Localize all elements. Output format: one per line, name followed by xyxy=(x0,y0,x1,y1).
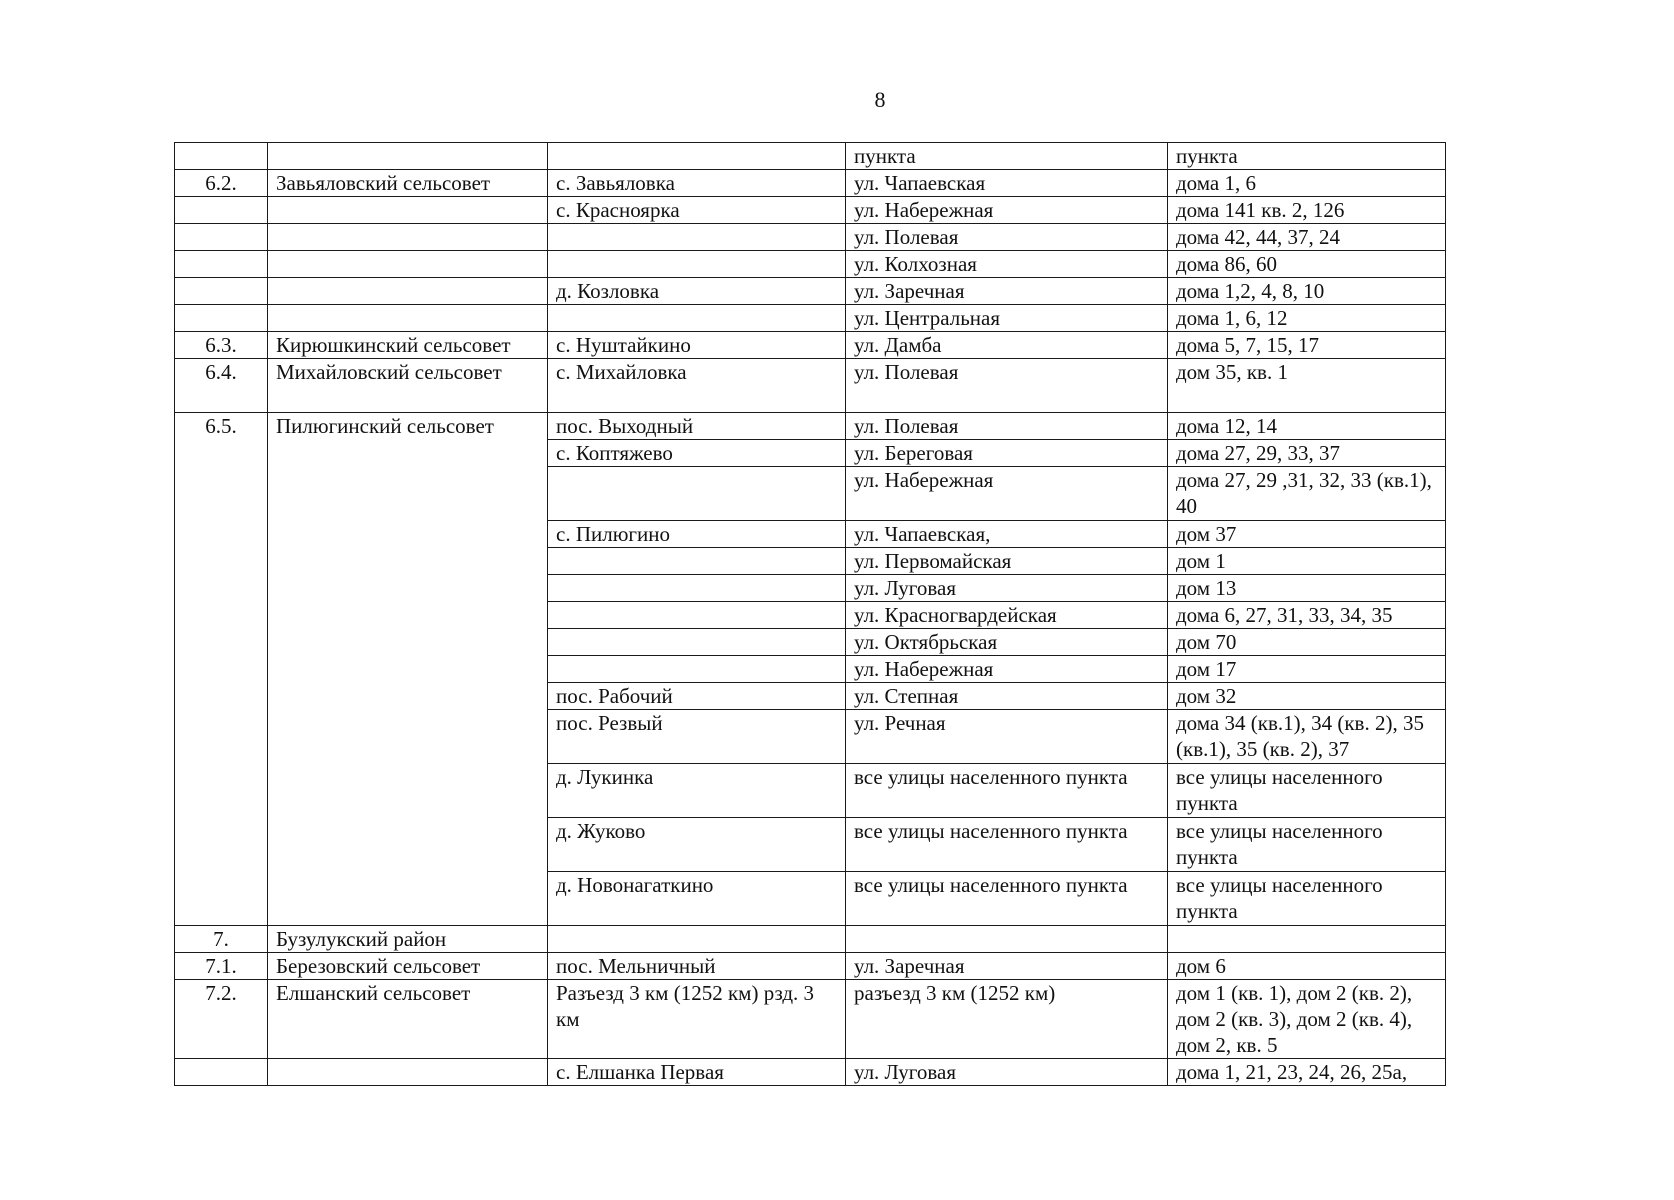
cell-council: Пилюгинский сельсовет xyxy=(268,413,548,926)
cell-houses: дома 34 (кв.1), 34 (кв. 2), 35 (кв.1), 35 (кв. 2), 37 xyxy=(1168,710,1446,764)
cell-houses: дома 6, 27, 31, 33, 34, 35 xyxy=(1168,602,1446,629)
cell-number xyxy=(175,143,268,170)
cell-street: все улицы населенного пункта xyxy=(846,872,1168,926)
cell-locality xyxy=(548,548,846,575)
cell-locality xyxy=(548,251,846,278)
cell-council xyxy=(268,143,548,170)
table-row xyxy=(175,359,1446,413)
cell-locality xyxy=(548,602,846,629)
table-row xyxy=(175,197,1446,224)
cell-council: Березовский сельсовет xyxy=(268,953,548,980)
cell-street: ул. Колхозная xyxy=(846,251,1168,278)
cell-locality xyxy=(548,575,846,602)
cell-locality: с. Завьяловка xyxy=(548,170,846,197)
table-row xyxy=(175,170,1446,197)
cell-houses: дом 1 (кв. 1), дом 2 (кв. 2), дом 2 (кв. 3), дом 2 (кв. 4), дом 2, кв. 5 xyxy=(1168,980,1446,1059)
cell-street: ул. Октябрьская xyxy=(846,629,1168,656)
settlements-table xyxy=(174,142,1446,1086)
cell-street: ул. Набережная xyxy=(846,467,1168,521)
cell-number xyxy=(175,1059,268,1086)
cell-locality xyxy=(548,467,846,521)
cell-houses: дома 1,2, 4, 8, 10 xyxy=(1168,278,1446,305)
cell-locality: пос. Резвый xyxy=(548,710,846,764)
cell-council xyxy=(268,305,548,332)
cell-houses: все улицы населенного пункта xyxy=(1168,818,1446,872)
cell-houses: дома 5, 7, 15, 17 xyxy=(1168,332,1446,359)
cell-street: ул. Полевая xyxy=(846,359,1168,413)
cell-locality: д. Новонагаткино xyxy=(548,872,846,926)
cell-locality: с. Елшанка Первая xyxy=(548,1059,846,1086)
page-number: 8 xyxy=(874,87,886,112)
cell-street: ул. Степная xyxy=(846,683,1168,710)
cell-houses: дом 32 xyxy=(1168,683,1446,710)
cell-street: ул. Речная xyxy=(846,710,1168,764)
cell-council xyxy=(268,1059,548,1086)
cell-houses: дом 35, кв. 1 xyxy=(1168,359,1446,413)
cell-street: ул. Береговая xyxy=(846,440,1168,467)
cell-number: 6.4. xyxy=(175,359,268,413)
cell-houses: дома 1, 6, 12 xyxy=(1168,305,1446,332)
cell-number: 6.3. xyxy=(175,332,268,359)
cell-street: ул. Чапаевская, xyxy=(846,521,1168,548)
cell-locality: с. Нуштайкино xyxy=(548,332,846,359)
cell-street: ул. Набережная xyxy=(846,656,1168,683)
cell-street: ул. Дамба xyxy=(846,332,1168,359)
cell-number xyxy=(175,197,268,224)
cell-houses: дома 141 кв. 2, 126 xyxy=(1168,197,1446,224)
cell-locality xyxy=(548,305,846,332)
cell-council xyxy=(268,197,548,224)
cell-locality: с. Михайловка xyxy=(548,359,846,413)
cell-locality: пос. Мельничный xyxy=(548,953,846,980)
cell-council xyxy=(268,251,548,278)
cell-locality xyxy=(548,629,846,656)
cell-number: 6.2. xyxy=(175,170,268,197)
cell-council: Кирюшкинский сельсовет xyxy=(268,332,548,359)
cell-locality: с. Красноярка xyxy=(548,197,846,224)
cell-council xyxy=(268,278,548,305)
cell-street: ул. Заречная xyxy=(846,953,1168,980)
cell-street: ул. Луговая xyxy=(846,1059,1168,1086)
cell-houses: дом 37 xyxy=(1168,521,1446,548)
cell-street: ул. Набережная xyxy=(846,197,1168,224)
cell-number: 7.2. xyxy=(175,980,268,1059)
cell-street: ул. Чапаевская xyxy=(846,170,1168,197)
cell-street: пункта xyxy=(846,143,1168,170)
cell-locality: д. Жуково xyxy=(548,818,846,872)
cell-houses: дом 13 xyxy=(1168,575,1446,602)
cell-houses: дом 17 xyxy=(1168,656,1446,683)
cell-locality: д. Лукинка xyxy=(548,764,846,818)
table-row xyxy=(175,413,1446,440)
table-row xyxy=(175,926,1446,953)
cell-locality xyxy=(548,224,846,251)
table-row xyxy=(175,305,1446,332)
cell-number xyxy=(175,224,268,251)
cell-number xyxy=(175,305,268,332)
cell-council: Михайловский сельсовет xyxy=(268,359,548,413)
cell-street: ул. Красногвардейская xyxy=(846,602,1168,629)
cell-houses: дом 1 xyxy=(1168,548,1446,575)
cell-street: ул. Полевая xyxy=(846,413,1168,440)
cell-council: Завьяловский сельсовет xyxy=(268,170,548,197)
cell-locality: д. Козловка xyxy=(548,278,846,305)
cell-street: ул. Луговая xyxy=(846,575,1168,602)
table-row xyxy=(175,980,1446,1059)
cell-houses: дом 70 xyxy=(1168,629,1446,656)
cell-houses: дома 27, 29, 33, 37 xyxy=(1168,440,1446,467)
cell-locality: пос. Выходный xyxy=(548,413,846,440)
cell-street: ул. Полевая xyxy=(846,224,1168,251)
cell-houses: дома 1, 21, 23, 24, 26, 25а, xyxy=(1168,1059,1446,1086)
cell-houses: все улицы населенного пункта xyxy=(1168,764,1446,818)
table-row xyxy=(175,143,1446,170)
cell-council: Бузулукский район xyxy=(268,926,548,953)
table-row xyxy=(175,224,1446,251)
cell-locality: Разъезд 3 км (1252 км) рзд. 3 км xyxy=(548,980,846,1059)
cell-houses xyxy=(1168,926,1446,953)
cell-locality: с. Пилюгино xyxy=(548,521,846,548)
cell-locality xyxy=(548,656,846,683)
cell-locality xyxy=(548,926,846,953)
cell-houses: все улицы населенного пункта xyxy=(1168,872,1446,926)
cell-council xyxy=(268,224,548,251)
cell-number: 7.1. xyxy=(175,953,268,980)
cell-houses: дома 1, 6 xyxy=(1168,170,1446,197)
table-row xyxy=(175,278,1446,305)
cell-number: 6.5. xyxy=(175,413,268,926)
cell-street: ул. Первомайская xyxy=(846,548,1168,575)
cell-street: разъезд 3 км (1252 км) xyxy=(846,980,1168,1059)
table-row xyxy=(175,251,1446,278)
table-row xyxy=(175,953,1446,980)
cell-locality: пос. Рабочий xyxy=(548,683,846,710)
cell-locality xyxy=(548,143,846,170)
table-row xyxy=(175,1059,1446,1086)
cell-houses: дома 42, 44, 37, 24 xyxy=(1168,224,1446,251)
cell-locality: с. Коптяжево xyxy=(548,440,846,467)
cell-council: Елшанский сельсовет xyxy=(268,980,548,1059)
cell-houses: дома 12, 14 xyxy=(1168,413,1446,440)
cell-street: все улицы населенного пункта xyxy=(846,764,1168,818)
cell-street: все улицы населенного пункта xyxy=(846,818,1168,872)
cell-number xyxy=(175,251,268,278)
table-row xyxy=(175,332,1446,359)
cell-street xyxy=(846,926,1168,953)
cell-street: ул. Заречная xyxy=(846,278,1168,305)
cell-houses: дома 86, 60 xyxy=(1168,251,1446,278)
cell-houses: дом 6 xyxy=(1168,953,1446,980)
cell-houses: пункта xyxy=(1168,143,1446,170)
cell-street: ул. Центральная xyxy=(846,305,1168,332)
cell-houses: дома 27, 29 ,31, 32, 33 (кв.1), 40 xyxy=(1168,467,1446,521)
cell-number xyxy=(175,278,268,305)
cell-number: 7. xyxy=(175,926,268,953)
